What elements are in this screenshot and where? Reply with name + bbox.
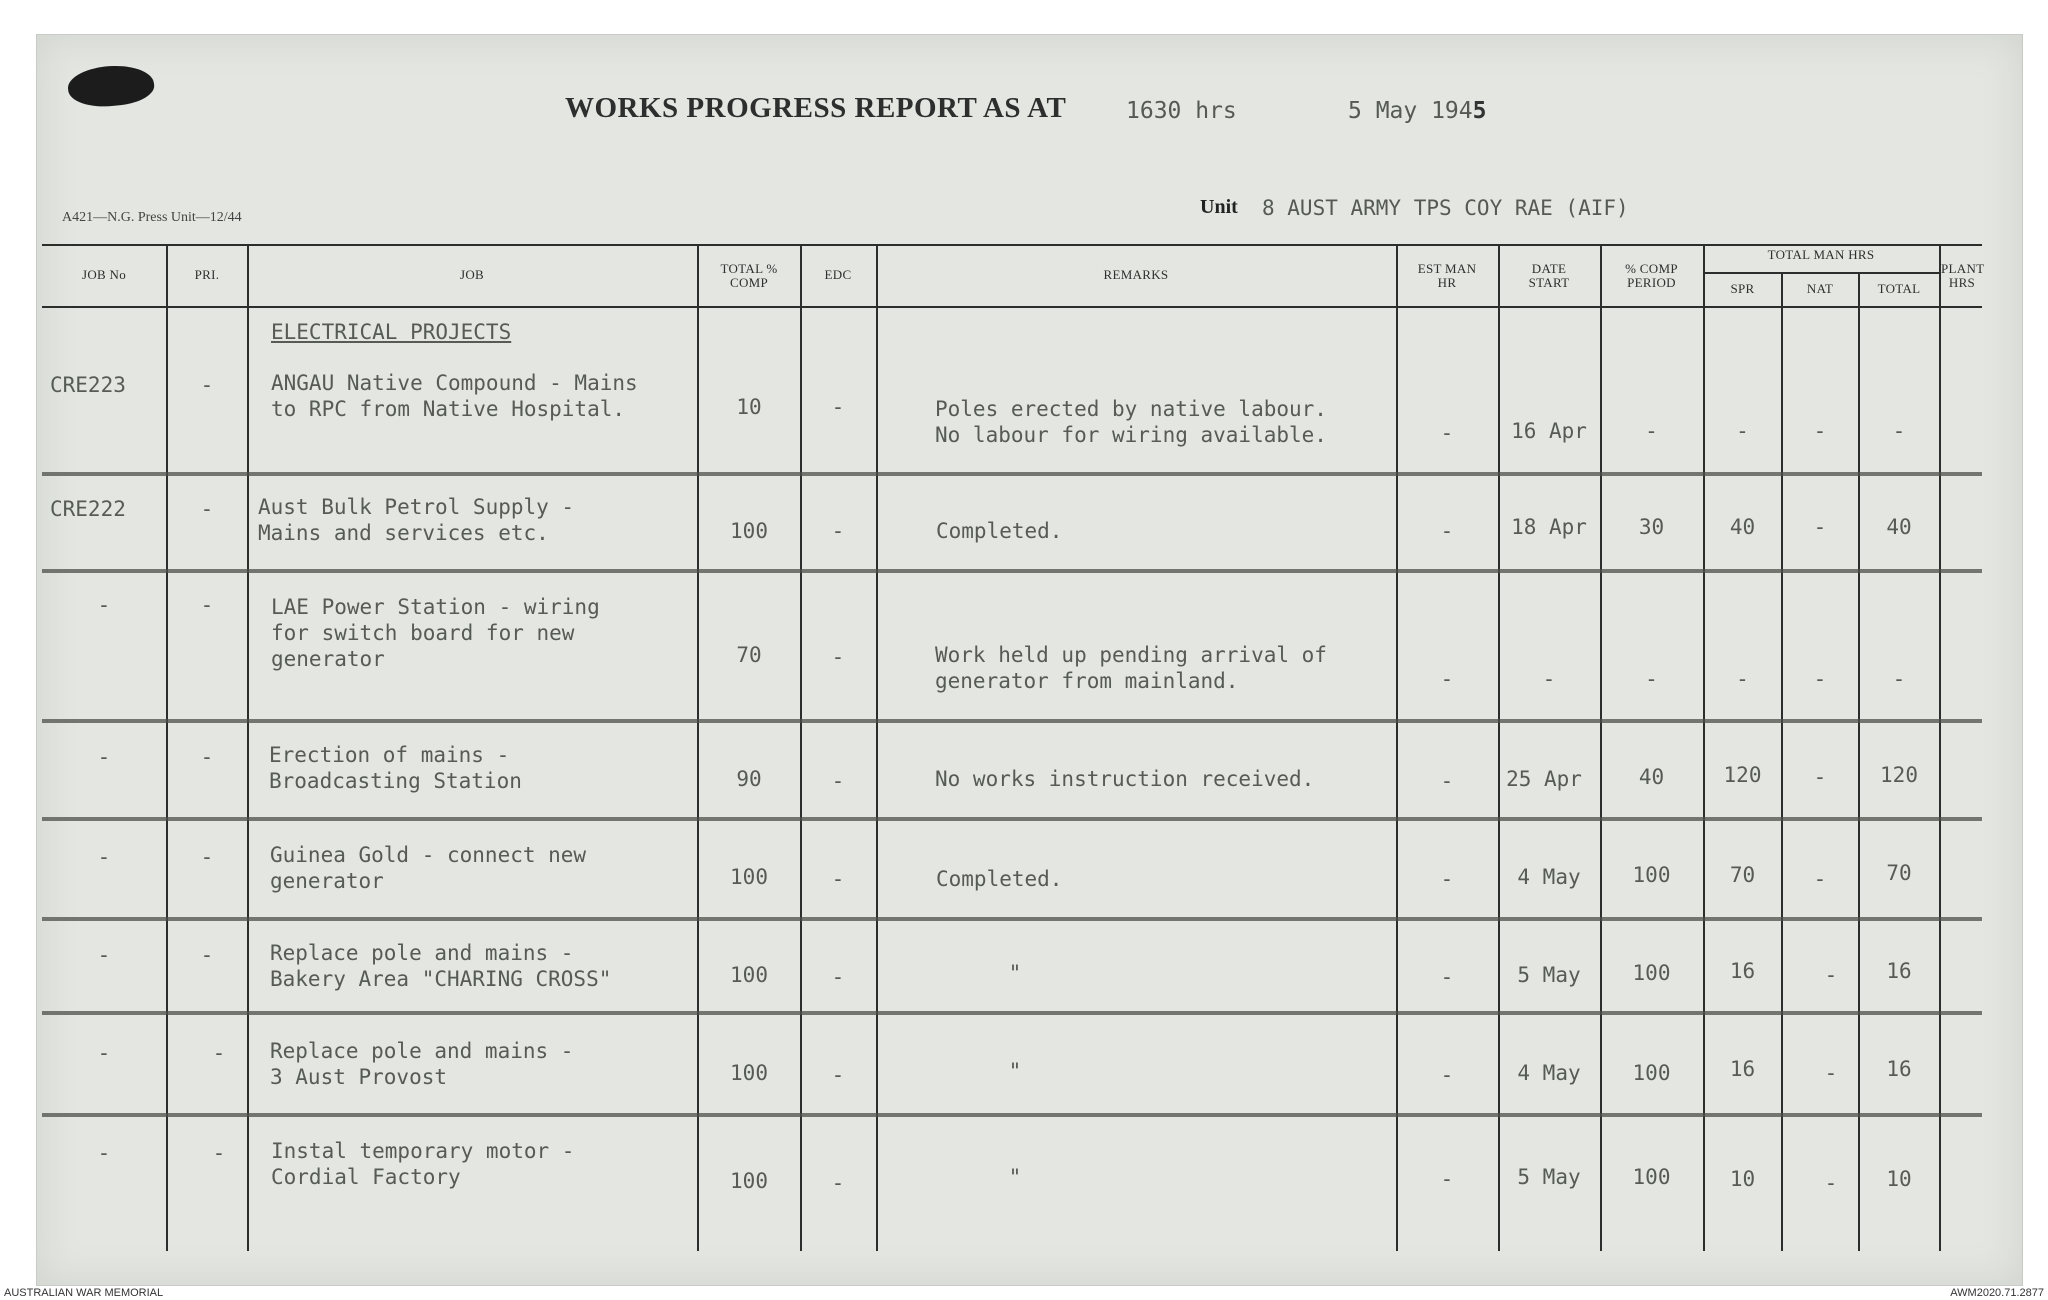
cell-total: 70 <box>1886 861 1912 885</box>
cell-job-no: - <box>97 1041 111 1065</box>
cell-est-man: - <box>1440 1167 1454 1191</box>
cell-total-comp: 10 <box>736 395 762 419</box>
cell-remarks: Work held up pending arrival of generator from mainland. <box>935 643 1327 693</box>
cell-total-comp: 90 <box>736 767 762 791</box>
cell-date-start: 5 May <box>1517 963 1581 987</box>
cell-total-comp: 70 <box>736 643 762 667</box>
cell-comp-period: - <box>1645 419 1658 443</box>
cell-total-comp: 100 <box>730 1169 768 1193</box>
cell-total: 16 <box>1886 1057 1912 1081</box>
cell-remarks: Completed. <box>936 519 1063 543</box>
cell-job: Replace pole and mains - 3 Aust Provost <box>270 1039 574 1089</box>
cell-pri: - <box>200 943 214 967</box>
cell-job-no: - <box>97 1141 111 1165</box>
header-nat: NAT <box>1806 281 1834 296</box>
cell-nat: - <box>1813 419 1827 443</box>
cell-est-man: - <box>1440 1063 1454 1087</box>
cell-spr: 120 <box>1723 763 1762 787</box>
section-title: ELECTRICAL PROJECTS <box>271 320 512 344</box>
cell-pri: - <box>200 845 214 869</box>
cell-spr: - <box>1736 419 1749 443</box>
cell-date-start: 25 Apr <box>1506 767 1582 791</box>
report-time: 1630 hrs <box>1126 98 1237 124</box>
cell-pri: - <box>200 745 214 769</box>
cell-total-comp: 100 <box>730 865 768 889</box>
table-top-border <box>42 244 1982 246</box>
cell-comp-period: 30 <box>1638 515 1665 539</box>
cell-spr: 10 <box>1729 1167 1756 1191</box>
cell-job-no: - <box>97 845 111 869</box>
total-man-hrs-divider <box>1703 272 1939 274</box>
row-separator <box>42 917 1982 921</box>
unit-value: 8 AUST ARMY TPS COY RAE (AIF) <box>1262 196 1629 220</box>
cell-remarks: " <box>1008 961 1022 985</box>
cell-comp-period: 100 <box>1632 1061 1671 1085</box>
col-divider <box>1703 246 1705 1251</box>
cell-est-man: - <box>1440 965 1454 989</box>
cell-total: 10 <box>1886 1167 1912 1191</box>
header-pri: PRI. <box>194 267 220 282</box>
header-job: JOB <box>459 267 485 282</box>
header-total-comp: TOTAL % COMP <box>720 261 778 290</box>
cell-job-no: - <box>97 943 111 967</box>
cell-job: Guinea Gold - connect new generator <box>270 843 587 893</box>
cell-comp-period: 40 <box>1638 765 1665 789</box>
cell-nat: - <box>1824 1061 1838 1085</box>
unit-label: Unit <box>1200 196 1238 218</box>
header-spr: SPR <box>1730 281 1755 296</box>
cell-edc: - <box>831 965 845 989</box>
col-divider <box>1498 246 1500 1251</box>
cell-est-man: - <box>1440 769 1454 793</box>
footer-record-id: AWM2020.71.2877 <box>1950 1287 2044 1299</box>
cell-total-comp: 100 <box>730 1061 768 1085</box>
cell-total: 16 <box>1886 959 1912 983</box>
header-total-man-hrs: TOTAL MAN HRS <box>1767 247 1875 262</box>
cell-spr: 16 <box>1729 959 1756 983</box>
col-divider <box>1600 246 1602 1251</box>
header-comp-period: % COMP PERIOD <box>1625 261 1678 290</box>
cell-pri: - <box>200 497 214 521</box>
cell-pri: - <box>212 1041 226 1065</box>
cell-edc: - <box>831 645 845 669</box>
cell-total: 120 <box>1880 763 1918 787</box>
cell-nat: - <box>1813 515 1827 539</box>
cell-est-man: - <box>1440 867 1454 891</box>
report-date: 5 May 1945 <box>1348 98 1487 124</box>
cell-est-man: - <box>1440 519 1454 543</box>
cell-nat: - <box>1813 867 1827 891</box>
cell-job-no: CRE222 <box>50 497 126 521</box>
cell-remarks: " <box>1008 1059 1022 1083</box>
row-separator <box>42 569 1982 573</box>
cell-pri: - <box>200 593 214 617</box>
cell-edc: - <box>831 769 845 793</box>
header-date-start: DATE START <box>1528 261 1570 290</box>
cell-comp-period: - <box>1645 667 1658 691</box>
cell-comp-period: 100 <box>1632 863 1671 887</box>
cell-edc: - <box>831 395 845 419</box>
cell-spr: - <box>1736 667 1749 691</box>
cell-date-start: 16 Apr <box>1511 419 1587 443</box>
cell-est-man: - <box>1440 421 1454 445</box>
cell-remarks: Poles erected by native labour. No labour for wiring available. <box>935 397 1327 447</box>
header-est-man-hr: EST MAN HR <box>1417 261 1477 290</box>
cell-edc: - <box>831 867 845 891</box>
row-separator <box>42 1011 1982 1015</box>
cell-est-man: - <box>1440 667 1454 691</box>
cell-remarks: Completed. <box>936 867 1063 891</box>
header-bottom-border <box>42 306 1982 308</box>
cell-job: LAE Power Station - wiring for switch board for new generator <box>271 595 600 671</box>
header-remarks: REMARKS <box>1103 267 1169 282</box>
col-divider <box>1939 246 1941 1251</box>
cell-spr: 70 <box>1729 863 1756 887</box>
cell-total: 40 <box>1886 515 1912 539</box>
col-divider <box>247 246 249 1251</box>
cell-pri: - <box>212 1141 226 1165</box>
col-divider <box>876 246 878 1251</box>
form-code: A421—N.G. Press Unit—12/44 <box>62 210 242 225</box>
cell-nat: - <box>1813 667 1827 691</box>
header-plant-hrs: PLANT HRS <box>1941 261 1985 290</box>
cell-job: Aust Bulk Petrol Supply - Mains and services etc. <box>258 495 575 545</box>
cell-date-start: - <box>1542 667 1556 691</box>
cell-job: Instal temporary motor - Cordial Factory <box>271 1139 575 1189</box>
cell-nat: - <box>1824 1171 1838 1195</box>
header-total: TOTAL <box>1877 281 1921 296</box>
footer-archive-name: AUSTRALIAN WAR MEMORIAL <box>4 1287 164 1299</box>
cell-job: Erection of mains - Broadcasting Station <box>269 743 522 793</box>
cell-edc: - <box>831 1171 845 1195</box>
cell-job-no: - <box>97 745 111 769</box>
cell-date-start: 4 May <box>1517 1061 1581 1085</box>
cell-total-comp: 100 <box>730 963 768 987</box>
cell-comp-period: 100 <box>1632 1165 1671 1189</box>
cell-spr: 16 <box>1729 1057 1756 1081</box>
cell-job-no: CRE223 <box>50 373 126 397</box>
cell-job-no: - <box>97 593 111 617</box>
cell-total: - <box>1892 667 1906 691</box>
header-edc: EDC <box>824 267 852 282</box>
report-title: WORKS PROGRESS REPORT AS AT <box>565 92 1067 124</box>
row-separator <box>42 719 1982 723</box>
cell-remarks: No works instruction received. <box>935 767 1315 791</box>
cell-nat: - <box>1813 765 1827 789</box>
row-separator <box>42 817 1982 821</box>
cell-pri: - <box>200 373 214 397</box>
cell-total-comp: 100 <box>730 519 768 543</box>
cell-comp-period: 100 <box>1632 961 1671 985</box>
cell-date-start: 4 May <box>1517 865 1581 889</box>
cell-job: Replace pole and mains - Bakery Area "CHARING CROSS" <box>270 941 612 991</box>
row-separator <box>42 1113 1982 1117</box>
col-divider <box>1396 246 1398 1251</box>
cell-spr: 40 <box>1729 515 1756 539</box>
cell-remarks: " <box>1008 1165 1022 1189</box>
cell-edc: - <box>831 1063 845 1087</box>
cell-date-start: 18 Apr <box>1511 515 1587 539</box>
header-job-no: JOB No <box>81 267 127 282</box>
cell-total: - <box>1892 419 1906 443</box>
cell-nat: - <box>1824 963 1838 987</box>
cell-date-start: 5 May <box>1517 1165 1581 1189</box>
row-separator <box>42 472 1982 476</box>
cell-job: ANGAU Native Compound - Mains to RPC from Native Hospital. <box>271 371 638 421</box>
cell-edc: - <box>831 519 845 543</box>
